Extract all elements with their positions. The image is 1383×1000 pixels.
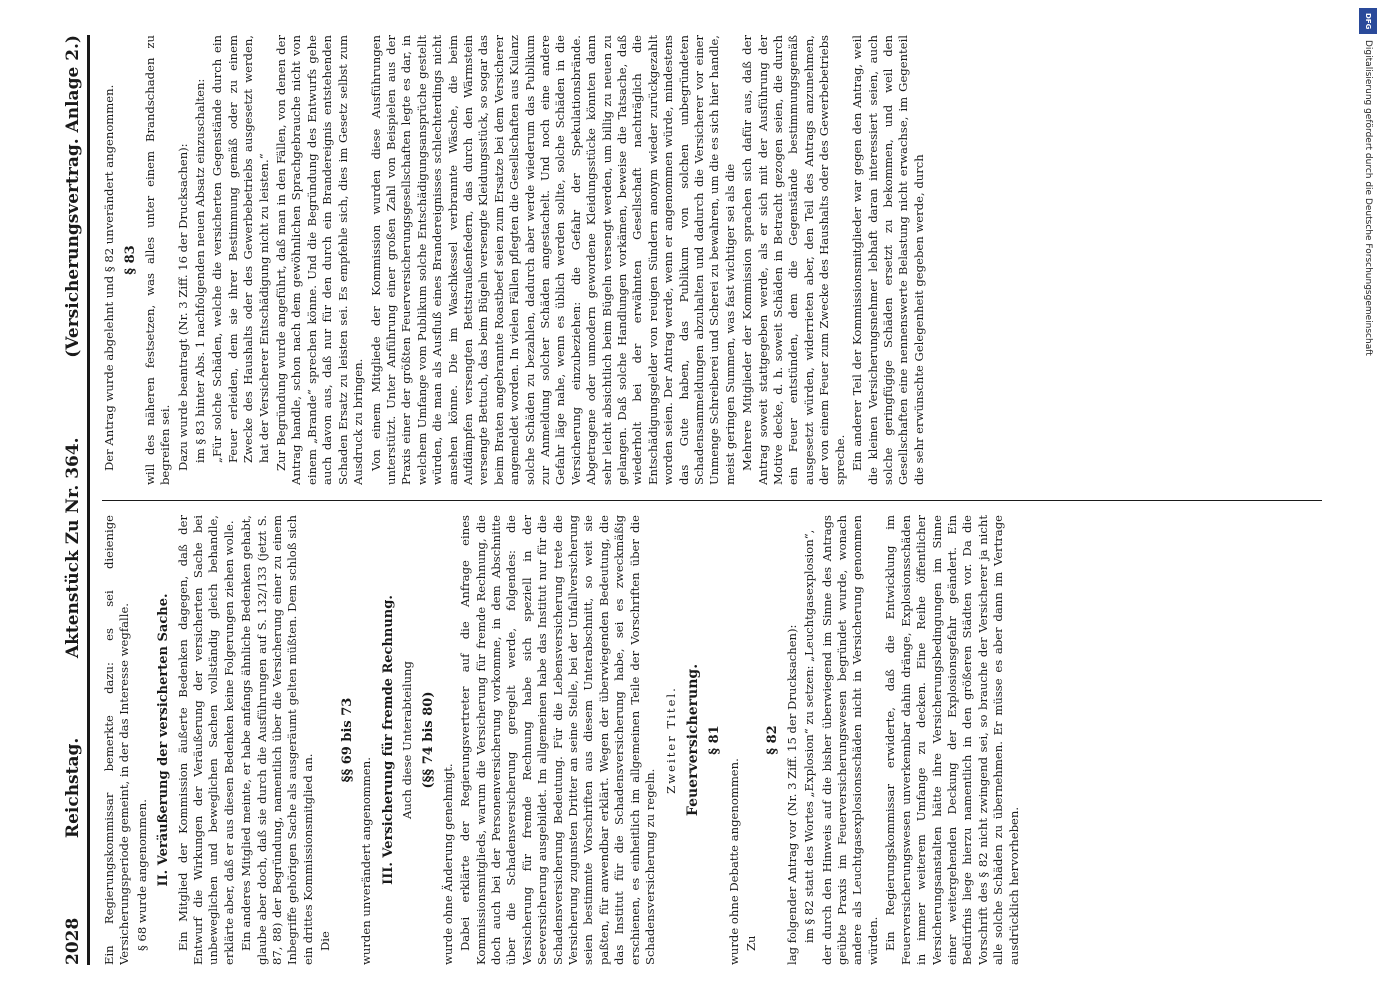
- paragraph: Der Antrag wurde abgelehnt und § 82 unverändert angenommen.: [102, 84, 116, 471]
- section-heading: §§ 69 bis 73: [339, 697, 355, 783]
- subheading: Auch diese Unterabteilung: [399, 661, 414, 819]
- column-divider: [102, 500, 1322, 501]
- document-page: [46, 35, 1326, 965]
- paragraph: Dabei erklärte der Regierungsvertreter auf die Anfrage eines Kommissionsmitglieds, warum die Versicherung für fremde Rechnung, die doch auch bei der Personenversicherung vorkomme, in dem Abschnitte über die Schadensversicherung geregelt werde, folgendes: die Versicherung für fremde Rechnung habe sich speziell in der Seeversicherung ausgebildet. Im allgemeinen habe das Institut nur für die Schadensversicherung Bedeutung. Für die Lebensversicherung trete die Versicherung zugunsten Dritter an seine Stelle, bei der Unfallversicherung seien bestimmte Vorschriften aus diesem Unterabschnitt, so weit sie paßten, für anwendbar erklärt. Wegen der überwiegenden Bedeutung, die das Institut für die Schadensversicherung habe, sei es zweckmäßig erschienen, es einheitlich im allgemeinen Teile der Vorschriften über die Schadensversicherung zu regeln.: [458, 515, 657, 965]
- paragraph: will des näheren festsetzen, was alles unter einem Brandschaden zu begreifen sei.: [142, 35, 173, 485]
- header-right: (Versicherungsvertrag. Anlage 2.): [63, 35, 83, 358]
- paragraph: § 68 wurde angenommen.: [134, 799, 149, 951]
- section-heading: § 81: [707, 725, 723, 755]
- paragraph: wurde ohne Debatte angenommen.: [726, 758, 741, 965]
- paragraph: Ein anderer Teil der Kommissionsmitglieder war gegen den Antrag, weil die kleinen Versicherungsnehmer lebhaft daran interessiert seien, auch solche geringfügige Schäden ersetzt zu bekommen, und weil den Gesellschaften eine nennenswerte Belastung nicht erwachse, im Gegenteil die sehr erwünschte Gelegenheit gegeben werde, durch: [850, 35, 926, 485]
- paragraph: Mehrere Mitglieder der Kommission sprachen sich dafür aus, daß der Antrag soweit stattgegeben werde, als er sich mit der Ausführung der Motive decke, d. h. soweit Schäden in Betracht gezogen seien, die durch ein Feuer entstünden, dem die Gegenstände bestimmungsgemäß ausgesetzt würden, widerrieten aber, den Teil des Antrags anzunehmen, der von einem Feuer zum Zwecke des Haushalts oder des Gewerbebetriebs spreche.: [740, 35, 847, 485]
- title-heading: Feuerversicherung.: [684, 663, 701, 817]
- section-heading: § 83: [123, 245, 139, 275]
- page-header: [46, 35, 90, 965]
- paragraph: wurde ohne Änderung genehmigt.: [440, 763, 455, 965]
- digitization-note-text: Digitalisierung gefördert durch die Deutsche Forschungsgemeinschaft: [1363, 40, 1373, 356]
- paragraph: Ein Regierungskommissar erwiderte, daß die Entwicklung im Feuerversicherungswesen unverkennbar dahin dränge, Explosionsschäden in immer weiterem Umfange zu decken. Eine Reihe öffentlicher Versicherungsanstalten hätte ihre Versicherungsbedingungen im Sinne einer weitergehenden Deckung der Explosionsgefahr geändert. Ein Bedürfnis liege hierzu namentlich in den größeren Städten vor. Da die Vorschrift des § 82 nicht zwingend sei, so brauche der Versicherer ja nicht alle solche Schäden zu übernehmen. Er müsse es aber dann im Vertrage ausdrücklich hervorheben.: [883, 515, 1021, 965]
- paragraph: Ein Regierungskommissar bemerkte dazu: es sei dieienige Versicherungsperiode gemeint, in der das Interesse wegfalle.: [102, 515, 132, 965]
- paragraph: Dazu wurde beantragt (Nr. 3 Ziff. 16 der Drucksachen):: [175, 143, 190, 471]
- paragraph: lag folgender Antrag vor (Nr. 3 Ziff. 15 der Drucksachen):: [784, 624, 799, 965]
- title-label: Zweiter Titel.: [664, 686, 679, 794]
- left-column: [102, 515, 1322, 965]
- section-heading: II. Veräußerung der versicherten Sache.: [156, 593, 172, 887]
- header-center: Aktenstück Zu Nr. 364.: [63, 437, 83, 659]
- dfg-logo: DFG: [1359, 8, 1377, 34]
- section-heading: § 82: [765, 725, 781, 755]
- quoted-motion: „Für solche Schäden, welche die versicherten Gegenstände durch ein Feuer erleiden, dem sie ihrer Bestimmung gemäß oder zu einem Zwecke des Haushalts oder des Gewerbebetriebs ausgesetzt werden, hat der Versicherer Entschädigung nicht zu leisten.“: [210, 35, 271, 463]
- paragraph: Die: [318, 931, 333, 951]
- quoted-motion: im § 83 hinter Abs. 1 nachfolgenden neuen Absatz einzuschalten:: [193, 78, 208, 463]
- paragraph: Von einem Mitgliede der Kommission wurden diese Ausführungen unterstützt. Unter Anführung einer großen Zahl von Beispielen aus der Praxis einer der größten Feuerversicherungsgesellschaften legte es dar, in welchem Umfange vom Publikum solche Entschädigungsansprüche gestellt würden, die man als Ausfluß eines Brandereignisses schlechterdings nicht ansehen könne. Die im Waschkessel verbrannte Wäsche, die beim Aufdämpfen versengten Bettstraußenfedern, das durch den Wärmstein versengte Bettuch, das beim Bügeln versengte Kleidungsstück, so sogar das beim Braten angebrannte Roastbeef seien zum Ersatze bei dem Versicherer angemeldet worden. In vielen Fällen pflegten die Gesellschaften aus Kulanz solche Schäden zu bezahlen, dadurch aber werde wiederum das Publikum zur Anmeldung solcher Schäden angestachelt. Und noch eine andere Gefahr läge nahe, wenn es üblich werden sollte, solche Schäden in die Versicherung einzubeziehen: die Gefahr der Spekulationsbrände. Abgetragene oder unmodern gewordene Kleidungsstücke könnten dann sehr leicht absichtlich beim Bügeln versengt werden, um billig zu neuen zu gelangen. Daß solche Handlungen vorkämen, beweise die Tatsache, daß wiederholt bei der erwähnten Gesellschaft nachträglich die Entschädigungsgelder von reuigen Sündern anonym wieder zurückgezahlt worden seien. Der Antrag werde, wenn er angenommen würde, mindestens das Gute haben, das Publikum von solchen unbegründeten Schadensammeldungen abzuhalten und dadurch die Versicherer vor einer Unmenge Schreiberei und Scherei zu bewahren, um die es sich hier handle, meist geringen Summen, was fast wichtiger sei als die: [368, 35, 737, 485]
- paragraph: wurden unverändert angenommen.: [359, 757, 374, 965]
- section-heading: III. Versicherung für fremde Rechnung.: [380, 595, 396, 885]
- page-number: 2028: [63, 917, 83, 965]
- paragraph: Zur Begründung wurde angeführt, daß man in den Fällen, von denen der Antrag handle, schon nach dem gewöhnlichen Sprachgebrauche nicht von einem „Brande“ sprechen könne. Und die Begründung des Entwurfs gehe auch davon aus, daß nur für den durch ein Brandereignis entstehenden Schaden Ersatz zu leisten sei. Es empfehle sich, dies im Gesetz selbst zum Ausdruck zu bringen.: [274, 35, 366, 485]
- right-column: [102, 35, 1322, 485]
- header-left: Reichstag.: [63, 737, 83, 839]
- paragraph: Ein anderes Mitglied meinte, er habe anfangs ähnliche Bedenken gehabt, glaube aber doch, daß sie durch die Ausführungen auf S. 132/133 (jetzt S. 87, 88) der Begründung, namentlich über die Versicherung einer zu einem Inbegriffe gehörigen Sache als ausgeräumt gelten müßten. Dem schloß sich ein drittes Kommissionsmitglied an.: [239, 515, 315, 965]
- paragraph: der durch den Hinweis auf die bisher überwiegend im Sinne des Antrags geübte Praxis im Feuerversicherungswesen begründet wurde, wonach andere als Leuchtgasexplosionsschäden nicht in Versicherung genommen würden.: [819, 515, 880, 965]
- section-heading: (§§ 74 bis 80): [421, 691, 437, 789]
- digitization-note: [1357, 40, 1379, 700]
- paragraph: Zu: [744, 935, 759, 951]
- quoted-motion: im § 82 statt des Wortes „Explosion“ zu setzen: „Leuchtgasexplosion“,: [802, 529, 817, 943]
- paragraph: Ein Mitglied der Kommission äußerte Bedenken dagegen, daß der Entwurf die Wirkungen der Veräußerung der versicherten Sache bei unbeweglichen und beweglichen Sachen vollständig gleich behandle, erklärte aber, daß er aus diesen Bedenken keine Folgerungen ziehen wolle.: [175, 515, 236, 965]
